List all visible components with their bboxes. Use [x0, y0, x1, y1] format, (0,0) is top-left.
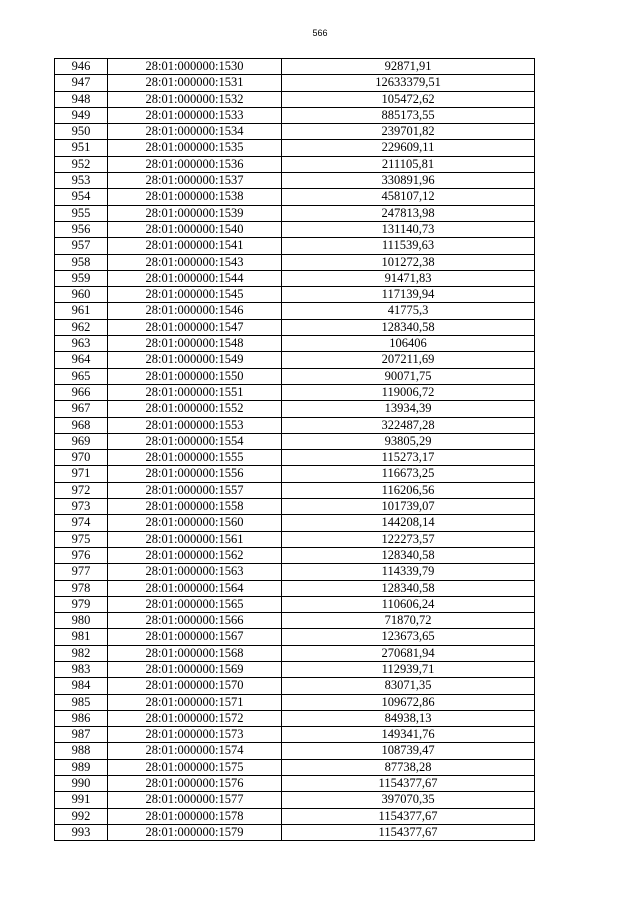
row-number-cell: 964: [55, 352, 108, 368]
row-number-cell: 966: [55, 384, 108, 400]
table-row: [55, 124, 535, 140]
table-row: [55, 221, 535, 237]
table-row: [55, 205, 535, 221]
row-number-cell: 947: [55, 75, 108, 91]
value-cell: 12633379,51: [282, 75, 535, 91]
table-row: [55, 189, 535, 205]
row-number-cell: 993: [55, 824, 108, 840]
table-row: [55, 59, 535, 75]
row-number-cell: 972: [55, 482, 108, 498]
cadastral-number-cell: 28:01:000000:1553: [108, 417, 282, 433]
cadastral-number-cell: 28:01:000000:1574: [108, 743, 282, 759]
table-row: [55, 156, 535, 172]
row-number-cell: 970: [55, 450, 108, 466]
cadastral-number-cell: 28:01:000000:1557: [108, 482, 282, 498]
cadastral-number-cell: 28:01:000000:1566: [108, 613, 282, 629]
cadastral-number-cell: 28:01:000000:1550: [108, 368, 282, 384]
row-number-cell: 983: [55, 661, 108, 677]
row-number-cell: 990: [55, 776, 108, 792]
table-row: [55, 319, 535, 335]
table-row: [55, 678, 535, 694]
row-number-cell: 982: [55, 645, 108, 661]
table-row: [55, 303, 535, 319]
cadastral-number-cell: 28:01:000000:1563: [108, 564, 282, 580]
row-number-cell: 969: [55, 433, 108, 449]
row-number-cell: 953: [55, 173, 108, 189]
table-row: [55, 173, 535, 189]
table-row: [55, 433, 535, 449]
table-row: [55, 91, 535, 107]
value-cell: 123673,65: [282, 629, 535, 645]
page-number: 566: [312, 28, 328, 38]
row-number-cell: 977: [55, 564, 108, 580]
table-row: [55, 759, 535, 775]
cadastral-number-cell: 28:01:000000:1567: [108, 629, 282, 645]
value-cell: 1154377,67: [282, 776, 535, 792]
value-cell: 41775,3: [282, 303, 535, 319]
value-cell: 90071,75: [282, 368, 535, 384]
row-number-cell: 954: [55, 189, 108, 205]
row-number-cell: 951: [55, 140, 108, 156]
cadastral-number-cell: 28:01:000000:1565: [108, 596, 282, 612]
value-cell: 116206,56: [282, 482, 535, 498]
value-cell: 119006,72: [282, 384, 535, 400]
row-number-cell: 961: [55, 303, 108, 319]
row-number-cell: 948: [55, 91, 108, 107]
value-cell: 106406: [282, 336, 535, 352]
value-cell: 458107,12: [282, 189, 535, 205]
cadastral-number-cell: 28:01:000000:1549: [108, 352, 282, 368]
value-cell: 114339,79: [282, 564, 535, 580]
value-cell: 13934,39: [282, 401, 535, 417]
row-number-cell: 955: [55, 205, 108, 221]
cadastral-number-cell: 28:01:000000:1560: [108, 515, 282, 531]
cadastral-number-cell: 28:01:000000:1547: [108, 319, 282, 335]
table-row: [55, 515, 535, 531]
cadastral-number-cell: 28:01:000000:1539: [108, 205, 282, 221]
table-row: [55, 384, 535, 400]
table-row: [55, 792, 535, 808]
value-cell: 92871,91: [282, 59, 535, 75]
cadastral-number-cell: 28:01:000000:1538: [108, 189, 282, 205]
value-cell: 247813,98: [282, 205, 535, 221]
value-cell: 101739,07: [282, 499, 535, 515]
row-number-cell: 981: [55, 629, 108, 645]
table-row: [55, 596, 535, 612]
row-number-cell: 984: [55, 678, 108, 694]
cadastral-number-cell: 28:01:000000:1551: [108, 384, 282, 400]
row-number-cell: 959: [55, 270, 108, 286]
row-number-cell: 957: [55, 238, 108, 254]
value-cell: 131140,73: [282, 221, 535, 237]
value-cell: 117139,94: [282, 287, 535, 303]
cadastral-number-cell: 28:01:000000:1556: [108, 466, 282, 482]
table-row: [55, 482, 535, 498]
value-cell: 110606,24: [282, 596, 535, 612]
value-cell: 211105,81: [282, 156, 535, 172]
cadastral-number-cell: 28:01:000000:1535: [108, 140, 282, 156]
value-cell: 128340,58: [282, 319, 535, 335]
value-cell: 91471,83: [282, 270, 535, 286]
value-cell: 128340,58: [282, 580, 535, 596]
value-cell: 1154377,67: [282, 808, 535, 824]
cadastral-number-cell: 28:01:000000:1531: [108, 75, 282, 91]
table-row: [55, 417, 535, 433]
value-cell: 270681,94: [282, 645, 535, 661]
cadastral-number-cell: 28:01:000000:1577: [108, 792, 282, 808]
cadastral-number-cell: 28:01:000000:1558: [108, 499, 282, 515]
row-number-cell: 952: [55, 156, 108, 172]
value-cell: 149341,76: [282, 727, 535, 743]
row-number-cell: 975: [55, 531, 108, 547]
table-row: [55, 743, 535, 759]
cadastral-number-cell: 28:01:000000:1546: [108, 303, 282, 319]
cadastral-number-cell: 28:01:000000:1571: [108, 694, 282, 710]
cadastral-number-cell: 28:01:000000:1532: [108, 91, 282, 107]
cadastral-number-cell: 28:01:000000:1572: [108, 710, 282, 726]
row-number-cell: 949: [55, 107, 108, 123]
row-number-cell: 976: [55, 547, 108, 563]
value-cell: 115273,17: [282, 450, 535, 466]
row-number-cell: 962: [55, 319, 108, 335]
row-number-cell: 963: [55, 336, 108, 352]
cadastral-number-cell: 28:01:000000:1541: [108, 238, 282, 254]
table-row: [55, 580, 535, 596]
row-number-cell: 967: [55, 401, 108, 417]
cadastral-number-cell: 28:01:000000:1562: [108, 547, 282, 563]
value-cell: 1154377,67: [282, 824, 535, 840]
table-row: [55, 629, 535, 645]
table-row: [55, 336, 535, 352]
cadastral-number-cell: 28:01:000000:1555: [108, 450, 282, 466]
table-row: [55, 727, 535, 743]
table-row: [55, 107, 535, 123]
row-number-cell: 978: [55, 580, 108, 596]
table-row: [55, 564, 535, 580]
row-number-cell: 968: [55, 417, 108, 433]
table-row: [55, 368, 535, 384]
value-cell: 207211,69: [282, 352, 535, 368]
cadastral-number-cell: 28:01:000000:1575: [108, 759, 282, 775]
table-row: [55, 450, 535, 466]
cadastral-number-cell: 28:01:000000:1540: [108, 221, 282, 237]
table-row: [55, 531, 535, 547]
table-row: [55, 694, 535, 710]
value-cell: 116673,25: [282, 466, 535, 482]
row-number-cell: 985: [55, 694, 108, 710]
table-row: [55, 645, 535, 661]
value-cell: 229609,11: [282, 140, 535, 156]
cadastral-number-cell: 28:01:000000:1554: [108, 433, 282, 449]
cadastral-number-cell: 28:01:000000:1579: [108, 824, 282, 840]
cadastral-number-cell: 28:01:000000:1530: [108, 59, 282, 75]
row-number-cell: 991: [55, 792, 108, 808]
table-row: [55, 710, 535, 726]
value-cell: 87738,28: [282, 759, 535, 775]
row-number-cell: 946: [55, 59, 108, 75]
table-row: [55, 824, 535, 840]
table-row: [55, 547, 535, 563]
value-cell: 112939,71: [282, 661, 535, 677]
cadastral-number-cell: 28:01:000000:1544: [108, 270, 282, 286]
row-number-cell: 988: [55, 743, 108, 759]
row-number-cell: 980: [55, 613, 108, 629]
row-number-cell: 971: [55, 466, 108, 482]
table-row: [55, 808, 535, 824]
cadastral-number-cell: 28:01:000000:1552: [108, 401, 282, 417]
row-number-cell: 965: [55, 368, 108, 384]
table-row: [55, 466, 535, 482]
row-number-cell: 950: [55, 124, 108, 140]
row-number-cell: 992: [55, 808, 108, 824]
table-row: [55, 401, 535, 417]
value-cell: 144208,14: [282, 515, 535, 531]
cadastral-number-cell: 28:01:000000:1548: [108, 336, 282, 352]
value-cell: 83071,35: [282, 678, 535, 694]
cadastral-number-cell: 28:01:000000:1573: [108, 727, 282, 743]
table-row: [55, 613, 535, 629]
cadastral-number-cell: 28:01:000000:1533: [108, 107, 282, 123]
cadastral-number-cell: 28:01:000000:1576: [108, 776, 282, 792]
table-row: [55, 287, 535, 303]
cadastral-number-cell: 28:01:000000:1545: [108, 287, 282, 303]
table-row: [55, 661, 535, 677]
table-row: [55, 254, 535, 270]
table-row: [55, 75, 535, 91]
table-row: [55, 270, 535, 286]
value-cell: 122273,57: [282, 531, 535, 547]
value-cell: 239701,82: [282, 124, 535, 140]
value-cell: 101272,38: [282, 254, 535, 270]
row-number-cell: 979: [55, 596, 108, 612]
cadastral-number-cell: 28:01:000000:1537: [108, 173, 282, 189]
row-number-cell: 986: [55, 710, 108, 726]
table-row: [55, 140, 535, 156]
row-number-cell: 960: [55, 287, 108, 303]
cadastral-number-cell: 28:01:000000:1568: [108, 645, 282, 661]
table-row: [55, 776, 535, 792]
cadastral-number-cell: 28:01:000000:1561: [108, 531, 282, 547]
cadastral-number-cell: 28:01:000000:1536: [108, 156, 282, 172]
row-number-cell: 974: [55, 515, 108, 531]
cadastral-number-cell: 28:01:000000:1570: [108, 678, 282, 694]
cadastral-number-cell: 28:01:000000:1543: [108, 254, 282, 270]
value-cell: 322487,28: [282, 417, 535, 433]
value-cell: 111539,63: [282, 238, 535, 254]
table-row: [55, 238, 535, 254]
value-cell: 128340,58: [282, 547, 535, 563]
cadastral-table: [54, 58, 535, 841]
table-row: [55, 499, 535, 515]
value-cell: 109672,86: [282, 694, 535, 710]
cadastral-number-cell: 28:01:000000:1578: [108, 808, 282, 824]
value-cell: 105472,62: [282, 91, 535, 107]
row-number-cell: 958: [55, 254, 108, 270]
table-row: [55, 352, 535, 368]
value-cell: 71870,72: [282, 613, 535, 629]
table-body: [55, 59, 535, 841]
value-cell: 330891,96: [282, 173, 535, 189]
value-cell: 93805,29: [282, 433, 535, 449]
cadastral-number-cell: 28:01:000000:1569: [108, 661, 282, 677]
value-cell: 108739,47: [282, 743, 535, 759]
row-number-cell: 973: [55, 499, 108, 515]
row-number-cell: 989: [55, 759, 108, 775]
row-number-cell: 987: [55, 727, 108, 743]
cadastral-number-cell: 28:01:000000:1564: [108, 580, 282, 596]
row-number-cell: 956: [55, 221, 108, 237]
value-cell: 397070,35: [282, 792, 535, 808]
value-cell: 84938,13: [282, 710, 535, 726]
value-cell: 885173,55: [282, 107, 535, 123]
cadastral-number-cell: 28:01:000000:1534: [108, 124, 282, 140]
